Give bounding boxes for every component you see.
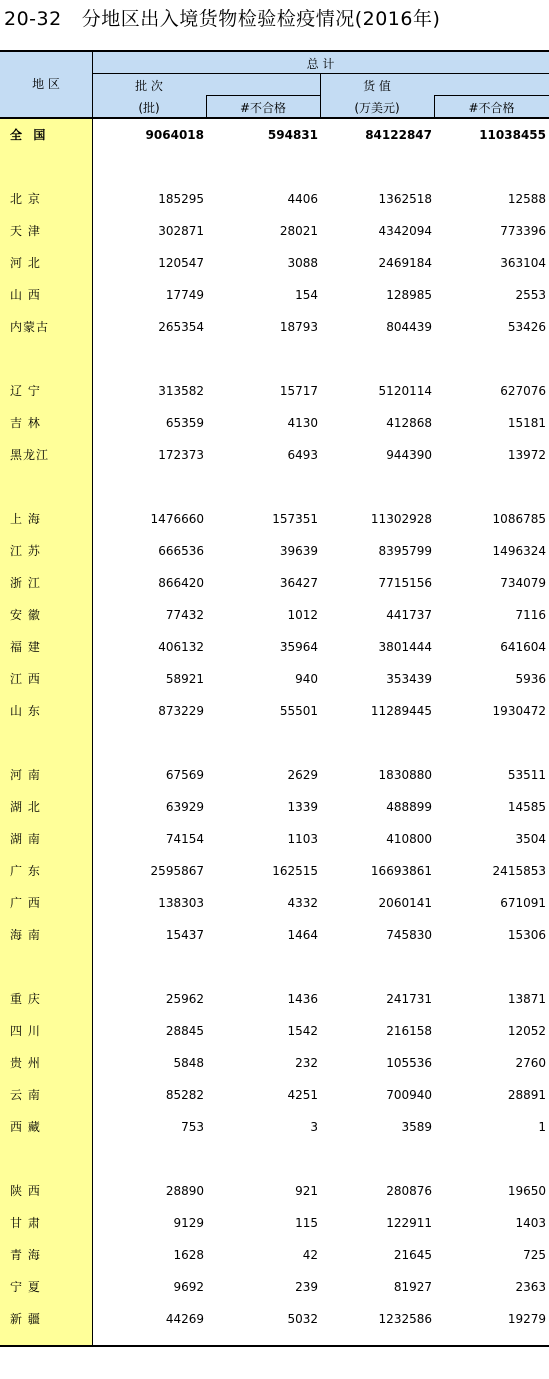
region-cell: 浙 江 xyxy=(10,576,41,590)
region-cell: 广 东 xyxy=(10,864,41,878)
value-cell: 700940 xyxy=(386,1088,432,1102)
value-unqualified-cell: 1403 xyxy=(515,1216,546,1230)
batches-cell: 77432 xyxy=(165,608,204,622)
region-cell: 辽 宁 xyxy=(10,384,41,398)
page-title xyxy=(4,5,440,33)
batches-unqualified-cell: 1542 xyxy=(287,1024,318,1038)
batches-cell: 44269 xyxy=(165,1312,204,1326)
batches-cell: 67569 xyxy=(165,768,204,782)
table-row xyxy=(0,215,549,247)
value-unqualified-cell: 363104 xyxy=(500,256,546,270)
batches-unqualified-cell: 35964 xyxy=(279,640,318,654)
value-unqualified-cell: 15306 xyxy=(507,928,546,942)
batches-unqualified-cell: 6493 xyxy=(287,448,318,462)
total-header: 总 计 xyxy=(306,57,335,71)
region-cell: 上 海 xyxy=(10,512,41,526)
region-cell: 四 川 xyxy=(10,1024,41,1038)
value-unqualified-cell: 12052 xyxy=(507,1024,546,1038)
spacer-row xyxy=(0,1143,549,1175)
batches-unqualified-cell: 18793 xyxy=(279,320,318,334)
value-unqualified-cell: 3504 xyxy=(515,832,546,846)
value-unqualified-cell: 2415853 xyxy=(492,864,546,878)
value-cell: 944390 xyxy=(386,448,432,462)
value-unqualified-header: #不合格 xyxy=(468,101,515,115)
batches-unqualified-header: #不合格 xyxy=(239,101,287,115)
table-row xyxy=(0,887,549,919)
batches-cell: 65359 xyxy=(165,416,204,430)
region-cell: 海 南 xyxy=(10,928,41,942)
region-cell: 天 津 xyxy=(10,224,41,238)
batches-cell: 172373 xyxy=(158,448,204,462)
table-row xyxy=(0,567,549,599)
value-cell: 241731 xyxy=(386,992,432,1006)
batches-cell: 406132 xyxy=(158,640,204,654)
value-cell: 4342094 xyxy=(378,224,432,238)
value-cell: 8395799 xyxy=(378,544,432,558)
table-row xyxy=(0,855,549,887)
region-cell: 北 京 xyxy=(10,192,41,206)
table-row xyxy=(0,311,549,343)
table-row xyxy=(0,183,549,215)
region-cell: 青 海 xyxy=(10,1248,41,1262)
table-row xyxy=(0,439,549,471)
region-cell: 湖 北 xyxy=(10,800,41,814)
batches-cell: 138303 xyxy=(158,896,204,910)
region-cell: 山 西 xyxy=(10,288,41,302)
value-cell: 81927 xyxy=(393,1280,432,1294)
value-unqualified-cell: 734079 xyxy=(500,576,546,590)
batches-unqualified-cell: 4130 xyxy=(287,416,318,430)
value-unqualified-cell: 15181 xyxy=(507,416,546,430)
region-cell: 甘 肃 xyxy=(10,1216,41,1230)
table-row xyxy=(0,759,549,791)
value-cell: 105536 xyxy=(386,1056,432,1070)
batches-unqualified-cell: 239 xyxy=(295,1280,318,1294)
table-number: 20-32 xyxy=(4,8,62,30)
value-cell: 2469184 xyxy=(378,256,432,270)
batches-cell: 9692 xyxy=(173,1280,204,1294)
table-row xyxy=(0,599,549,631)
region-cell: 云 南 xyxy=(10,1088,41,1102)
batches-unqualified-cell: 15717 xyxy=(279,384,318,398)
top-rule xyxy=(0,50,549,52)
batches-cell: 28890 xyxy=(165,1184,204,1198)
table-row xyxy=(0,823,549,855)
value-cell: 21645 xyxy=(393,1248,432,1262)
value-unqualified-cell: 11038455 xyxy=(479,128,546,142)
region-cell: 西 藏 xyxy=(10,1120,41,1134)
batches-cell: 85282 xyxy=(165,1088,204,1102)
value-cell: 441737 xyxy=(386,608,432,622)
region-cell: 宁 夏 xyxy=(10,1280,41,1294)
batches-unqualified-cell: 157351 xyxy=(272,512,318,526)
value-cell: 2060141 xyxy=(378,896,432,910)
batches-unqualified-cell: 1436 xyxy=(287,992,318,1006)
value-unqualified-cell: 1 xyxy=(538,1120,546,1134)
value-unqualified-cell: 19279 xyxy=(507,1312,546,1326)
batches-cell: 15437 xyxy=(165,928,204,942)
batches-cell: 1476660 xyxy=(150,512,204,526)
batches-cell: 302871 xyxy=(158,224,204,238)
region-cell: 全 国 xyxy=(10,128,47,142)
value-unqualified-cell: 773396 xyxy=(500,224,546,238)
value-unqualified-cell: 13871 xyxy=(507,992,546,1006)
batches-cell: 1628 xyxy=(173,1248,204,1262)
batches-unit: (批) xyxy=(138,101,160,115)
value-cell: 216158 xyxy=(386,1024,432,1038)
value-cell: 410800 xyxy=(386,832,432,846)
table-row xyxy=(0,1271,549,1303)
table-row xyxy=(0,375,549,407)
region-cell: 江 苏 xyxy=(10,544,41,558)
batches-cell: 753 xyxy=(181,1120,204,1134)
value-cell: 3589 xyxy=(401,1120,432,1134)
batches-cell: 28845 xyxy=(165,1024,204,1038)
value-cell: 1362518 xyxy=(378,192,432,206)
value-unit: (万美元) xyxy=(354,101,400,115)
value-unqualified-cell: 641604 xyxy=(500,640,546,654)
batches-cell: 666536 xyxy=(158,544,204,558)
value-cell: 1232586 xyxy=(378,1312,432,1326)
value-cell: 5120114 xyxy=(378,384,432,398)
batches-cell: 185295 xyxy=(158,192,204,206)
region-cell: 江 西 xyxy=(10,672,41,686)
table-row xyxy=(0,1303,549,1335)
value-cell: 128985 xyxy=(386,288,432,302)
batches-cell: 5848 xyxy=(173,1056,204,1070)
region-cell: 陕 西 xyxy=(10,1184,41,1198)
spacer-row xyxy=(0,343,549,375)
region-cell: 湖 南 xyxy=(10,832,41,846)
batches-unqualified-cell: 55501 xyxy=(279,704,318,718)
table-row xyxy=(0,1175,549,1207)
table-row xyxy=(0,247,549,279)
batches-unqualified-cell: 1339 xyxy=(287,800,318,814)
table-row xyxy=(0,1111,549,1143)
header-divider xyxy=(206,95,320,96)
region-cell: 黑龙江 xyxy=(10,448,50,462)
spacer-row xyxy=(0,951,549,983)
batches-cell: 25962 xyxy=(165,992,204,1006)
value-unqualified-cell: 2760 xyxy=(515,1056,546,1070)
value-unqualified-cell: 671091 xyxy=(500,896,546,910)
table-body xyxy=(0,119,549,1335)
batches-cell: 120547 xyxy=(158,256,204,270)
value-unqualified-cell: 627076 xyxy=(500,384,546,398)
value-unqualified-cell: 12588 xyxy=(507,192,546,206)
value-unqualified-cell: 725 xyxy=(523,1248,546,1262)
table-title: 分地区出入境货物检验检疫情况(2016年) xyxy=(81,8,441,30)
value-unqualified-cell: 19650 xyxy=(507,1184,546,1198)
batches-unqualified-cell: 28021 xyxy=(279,224,318,238)
table-row xyxy=(0,631,549,663)
batches-unqualified-cell: 36427 xyxy=(279,576,318,590)
value-cell: 84122847 xyxy=(365,128,432,142)
batches-cell: 2595867 xyxy=(150,864,204,878)
batches-unqualified-cell: 3 xyxy=(310,1120,318,1134)
value-header: 货 值 xyxy=(363,79,391,93)
spacer-row xyxy=(0,151,549,183)
batches-unqualified-cell: 115 xyxy=(295,1216,318,1230)
table-row xyxy=(0,1207,549,1239)
value-unqualified-cell: 5936 xyxy=(515,672,546,686)
data-table xyxy=(0,50,549,1347)
value-cell: 280876 xyxy=(386,1184,432,1198)
value-cell: 412868 xyxy=(386,416,432,430)
batches-unqualified-cell: 594831 xyxy=(267,128,318,142)
batches-cell: 17749 xyxy=(165,288,204,302)
batches-cell: 9064018 xyxy=(145,128,204,142)
batches-cell: 9129 xyxy=(173,1216,204,1230)
batches-unqualified-cell: 1103 xyxy=(287,832,318,846)
value-cell: 7715156 xyxy=(378,576,432,590)
batches-cell: 63929 xyxy=(165,800,204,814)
region-cell: 山 东 xyxy=(10,704,41,718)
table-row xyxy=(0,663,549,695)
region-cell: 福 建 xyxy=(10,640,41,654)
value-cell: 16693861 xyxy=(370,864,432,878)
value-cell: 353439 xyxy=(386,672,432,686)
value-unqualified-cell: 2363 xyxy=(515,1280,546,1294)
value-unqualified-cell: 53511 xyxy=(507,768,546,782)
region-cell: 内蒙古 xyxy=(10,320,50,334)
value-unqualified-cell: 28891 xyxy=(507,1088,546,1102)
batches-cell: 58921 xyxy=(165,672,204,686)
region-cell: 吉 林 xyxy=(10,416,41,430)
value-cell: 11302928 xyxy=(370,512,432,526)
value-unqualified-cell: 1086785 xyxy=(492,512,546,526)
batches-cell: 866420 xyxy=(158,576,204,590)
value-unqualified-cell: 1496324 xyxy=(492,544,546,558)
batches-unqualified-cell: 921 xyxy=(295,1184,318,1198)
table-row xyxy=(0,983,549,1015)
value-unqualified-cell: 1930472 xyxy=(492,704,546,718)
batches-unqualified-cell: 3088 xyxy=(287,256,318,270)
batches-unqualified-cell: 162515 xyxy=(272,864,318,878)
value-unqualified-cell: 2553 xyxy=(515,288,546,302)
batches-header: 批 次 xyxy=(135,79,163,93)
region-cell: 安 徽 xyxy=(10,608,41,622)
table-row xyxy=(0,695,549,727)
value-cell: 3801444 xyxy=(378,640,432,654)
region-cell: 新 疆 xyxy=(10,1312,41,1326)
batches-unqualified-cell: 1464 xyxy=(287,928,318,942)
region-cell: 贵 州 xyxy=(10,1056,41,1070)
spacer-row xyxy=(0,727,549,759)
value-cell: 1830880 xyxy=(378,768,432,782)
value-unqualified-cell: 7116 xyxy=(515,608,546,622)
region-header: 地 区 xyxy=(32,77,60,91)
value-cell: 488899 xyxy=(386,800,432,814)
spacer-row xyxy=(0,471,549,503)
table-row xyxy=(0,919,549,951)
table-row xyxy=(0,791,549,823)
batches-cell: 265354 xyxy=(158,320,204,334)
batches-cell: 873229 xyxy=(158,704,204,718)
table-row xyxy=(0,1079,549,1111)
table-row xyxy=(0,279,549,311)
value-unqualified-cell: 13972 xyxy=(507,448,546,462)
region-cell: 河 北 xyxy=(10,256,41,270)
value-cell: 804439 xyxy=(386,320,432,334)
value-unqualified-cell: 53426 xyxy=(507,320,546,334)
batches-unqualified-cell: 42 xyxy=(302,1248,318,1262)
batches-unqualified-cell: 1012 xyxy=(287,608,318,622)
value-unqualified-cell: 14585 xyxy=(507,800,546,814)
table-row xyxy=(0,407,549,439)
table-row xyxy=(0,503,549,535)
table-row xyxy=(0,535,549,567)
batches-unqualified-cell: 4406 xyxy=(287,192,318,206)
region-cell: 广 西 xyxy=(10,896,41,910)
table-row xyxy=(0,1015,549,1047)
value-cell: 11289445 xyxy=(370,704,432,718)
batches-unqualified-cell: 4251 xyxy=(287,1088,318,1102)
table-row xyxy=(0,119,549,151)
batches-unqualified-cell: 232 xyxy=(295,1056,318,1070)
table-row xyxy=(0,1047,549,1079)
region-cell: 河 南 xyxy=(10,768,41,782)
value-cell: 122911 xyxy=(386,1216,432,1230)
batches-unqualified-cell: 39639 xyxy=(279,544,318,558)
batches-unqualified-cell: 2629 xyxy=(287,768,318,782)
header-divider xyxy=(434,95,549,96)
batches-cell: 74154 xyxy=(165,832,204,846)
batches-unqualified-cell: 940 xyxy=(295,672,318,686)
batches-unqualified-cell: 4332 xyxy=(287,896,318,910)
batches-unqualified-cell: 154 xyxy=(295,288,318,302)
bottom-rule xyxy=(0,1345,549,1347)
region-cell: 重 庆 xyxy=(10,992,41,1006)
value-cell: 745830 xyxy=(386,928,432,942)
batches-cell: 313582 xyxy=(158,384,204,398)
batches-unqualified-cell: 5032 xyxy=(287,1312,318,1326)
table-row xyxy=(0,1239,549,1271)
